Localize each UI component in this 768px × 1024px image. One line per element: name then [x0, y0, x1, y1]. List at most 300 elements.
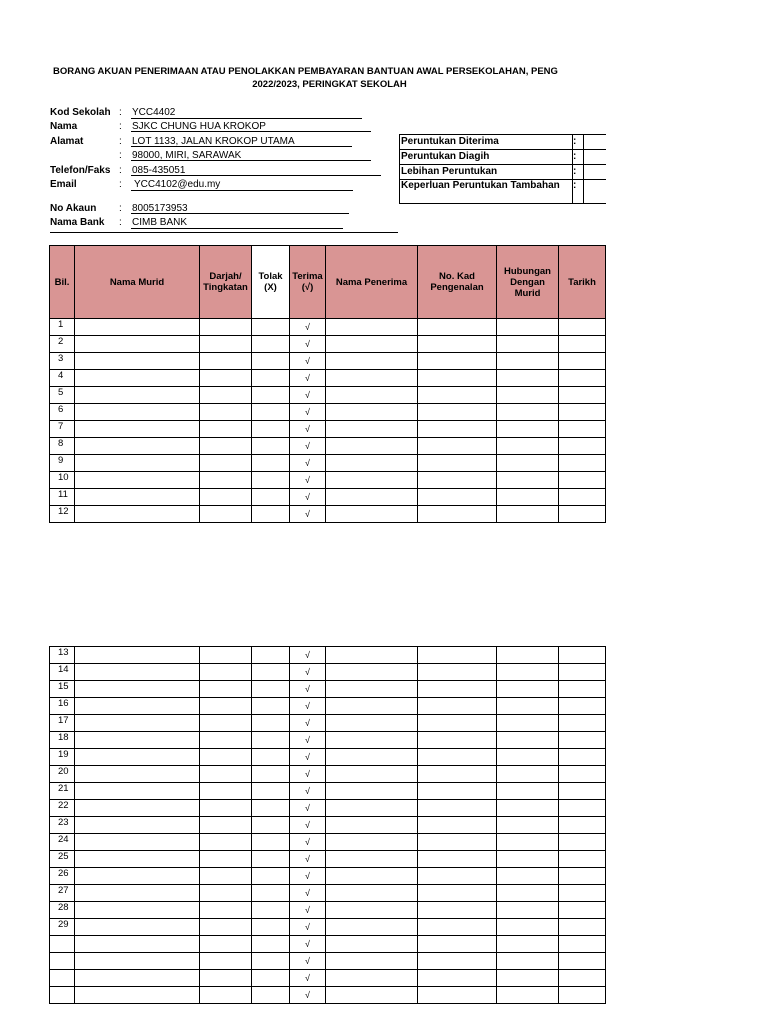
table-cell[interactable] [559, 817, 606, 834]
allocation-row [400, 165, 609, 180]
table-cell[interactable] [326, 489, 418, 506]
table-cell[interactable] [252, 387, 290, 404]
table-cell[interactable] [497, 506, 559, 523]
table-cell[interactable] [326, 885, 418, 902]
terima-check[interactable]: √ [290, 783, 326, 800]
terima-check[interactable]: √ [290, 421, 326, 438]
table-cell[interactable] [200, 506, 252, 523]
table-cell[interactable] [252, 421, 290, 438]
table-cell[interactable] [252, 647, 290, 664]
terima-check[interactable]: √ [290, 455, 326, 472]
table-cell[interactable] [200, 489, 252, 506]
email-value: YCC4102@edu.my [134, 179, 221, 190]
terima-check[interactable]: √ [290, 749, 326, 766]
table-cell[interactable] [559, 472, 606, 489]
table-cell[interactable] [326, 953, 418, 970]
table-cell[interactable] [418, 698, 497, 715]
table-cell[interactable] [200, 404, 252, 421]
table-cell[interactable] [418, 936, 497, 953]
table-cell[interactable] [326, 698, 418, 715]
table-cell[interactable] [252, 817, 290, 834]
table-cell[interactable] [252, 919, 290, 936]
table-cell[interactable] [559, 404, 606, 421]
table-cell[interactable] [75, 455, 200, 472]
table-cell[interactable] [559, 868, 606, 885]
table-cell[interactable] [75, 749, 200, 766]
table-cell[interactable] [559, 953, 606, 970]
table-cell[interactable] [75, 370, 200, 387]
table-cell[interactable] [497, 749, 559, 766]
table-cell[interactable] [252, 885, 290, 902]
table-cell[interactable] [326, 783, 418, 800]
table-cell[interactable] [497, 902, 559, 919]
table-cell[interactable] [497, 370, 559, 387]
telefon-value: 085-435051 [132, 165, 186, 176]
table-cell[interactable] [200, 421, 252, 438]
table-cell[interactable] [418, 353, 497, 370]
colon: : [573, 151, 577, 162]
table-cell[interactable] [252, 438, 290, 455]
header-hubungan: Hubungan Dengan Murid [497, 246, 559, 319]
table-cell[interactable] [200, 987, 252, 1004]
table-cell[interactable] [559, 800, 606, 817]
table-cell[interactable] [418, 336, 497, 353]
table-cell[interactable] [252, 834, 290, 851]
table-cell[interactable] [559, 370, 606, 387]
table-cell[interactable] [326, 455, 418, 472]
table-cell[interactable] [326, 970, 418, 987]
table-cell[interactable] [326, 681, 418, 698]
table-cell[interactable] [559, 438, 606, 455]
colon: : [119, 179, 122, 190]
terima-check[interactable]: √ [290, 987, 326, 1004]
table-cell[interactable] [559, 698, 606, 715]
table-cell[interactable] [559, 919, 606, 936]
row-number: 11 [50, 489, 75, 506]
table-cell[interactable] [200, 817, 252, 834]
table-cell[interactable] [75, 489, 200, 506]
table-cell[interactable] [559, 387, 606, 404]
table-cell[interactable] [75, 387, 200, 404]
table-cell[interactable] [326, 404, 418, 421]
table-cell[interactable] [75, 970, 200, 987]
table-cell[interactable] [559, 834, 606, 851]
table-cell[interactable] [418, 438, 497, 455]
table-cell[interactable] [200, 387, 252, 404]
table-cell[interactable] [418, 681, 497, 698]
terima-check[interactable]: √ [290, 851, 326, 868]
row-number: 4 [50, 370, 75, 387]
table-cell[interactable] [497, 715, 559, 732]
table-cell[interactable] [252, 851, 290, 868]
table-cell[interactable] [252, 370, 290, 387]
table-cell[interactable] [200, 851, 252, 868]
table-cell[interactable] [75, 647, 200, 664]
allocation-row [400, 179, 609, 193]
table-cell[interactable] [200, 455, 252, 472]
table-cell[interactable] [497, 800, 559, 817]
table-row [50, 953, 606, 970]
table-cell[interactable] [200, 336, 252, 353]
table-cell[interactable] [252, 749, 290, 766]
row-number: 6 [50, 404, 75, 421]
row-number: 2 [50, 336, 75, 353]
terima-check[interactable]: √ [290, 698, 326, 715]
table-cell[interactable] [418, 919, 497, 936]
table-cell[interactable] [418, 647, 497, 664]
telefon-label: Telefon/Faks [50, 165, 111, 176]
table-cell[interactable] [326, 851, 418, 868]
terima-check[interactable]: √ [290, 885, 326, 902]
table-cell[interactable] [75, 868, 200, 885]
terima-check[interactable]: √ [290, 404, 326, 421]
table-cell[interactable] [75, 681, 200, 698]
table-cell[interactable] [559, 749, 606, 766]
table-cell[interactable] [252, 353, 290, 370]
table-cell[interactable] [418, 817, 497, 834]
table-cell[interactable] [326, 987, 418, 1004]
terima-check[interactable]: √ [290, 681, 326, 698]
table-cell[interactable] [418, 783, 497, 800]
table-cell[interactable] [252, 766, 290, 783]
table-cell[interactable] [326, 438, 418, 455]
table-cell[interactable] [200, 953, 252, 970]
table-cell[interactable] [252, 953, 290, 970]
table-cell[interactable] [326, 472, 418, 489]
table-cell[interactable] [418, 489, 497, 506]
table-cell[interactable] [75, 766, 200, 783]
table-cell[interactable] [326, 319, 418, 336]
table-cell[interactable] [326, 647, 418, 664]
table-cell[interactable] [252, 970, 290, 987]
table-cell[interactable] [418, 421, 497, 438]
table-cell[interactable] [559, 987, 606, 1004]
table-row [50, 472, 606, 489]
table-cell[interactable] [75, 664, 200, 681]
row-number: 24 [50, 834, 75, 851]
table-cell[interactable] [418, 732, 497, 749]
table-cell[interactable] [75, 800, 200, 817]
table-cell[interactable] [75, 336, 200, 353]
table-cell[interactable] [559, 489, 606, 506]
table-cell[interactable] [200, 732, 252, 749]
table-cell[interactable] [200, 868, 252, 885]
table-cell[interactable] [418, 715, 497, 732]
table-cell[interactable] [559, 715, 606, 732]
terima-check[interactable]: √ [290, 387, 326, 404]
table-cell[interactable] [418, 472, 497, 489]
terima-check[interactable]: √ [290, 336, 326, 353]
table-cell[interactable] [326, 919, 418, 936]
table-cell[interactable] [418, 851, 497, 868]
table-cell[interactable] [497, 868, 559, 885]
terima-check[interactable]: √ [290, 489, 326, 506]
allocation-label: Keperluan Peruntukan Tambahan [401, 180, 560, 191]
table-cell[interactable] [252, 936, 290, 953]
table-cell[interactable] [559, 783, 606, 800]
table-cell[interactable] [497, 698, 559, 715]
table-cell[interactable] [200, 681, 252, 698]
table-cell[interactable] [252, 698, 290, 715]
table-cell[interactable] [200, 370, 252, 387]
table-cell[interactable] [200, 766, 252, 783]
terima-check[interactable]: √ [290, 936, 326, 953]
table-cell[interactable] [75, 919, 200, 936]
table-cell[interactable] [418, 664, 497, 681]
table-cell[interactable] [252, 987, 290, 1004]
form-title-line2: 2022/2023, PERINGKAT SEKOLAH [252, 79, 407, 90]
table-cell[interactable] [418, 370, 497, 387]
table-cell[interactable] [200, 664, 252, 681]
terima-check[interactable]: √ [290, 353, 326, 370]
table-cell[interactable] [326, 387, 418, 404]
table-cell[interactable] [497, 919, 559, 936]
underline [131, 118, 362, 119]
table-cell[interactable] [418, 749, 497, 766]
table-cell[interactable] [326, 336, 418, 353]
table-cell[interactable] [418, 953, 497, 970]
row-number: 5 [50, 387, 75, 404]
table-cell[interactable] [200, 800, 252, 817]
table-cell[interactable] [559, 647, 606, 664]
table-cell[interactable] [252, 868, 290, 885]
table-cell[interactable] [418, 987, 497, 1004]
table-cell[interactable] [200, 319, 252, 336]
table-cell[interactable] [497, 489, 559, 506]
alamat-value-2: 98000, MIRI, SARAWAK [132, 150, 242, 161]
table-cell[interactable] [326, 817, 418, 834]
table-cell[interactable] [418, 868, 497, 885]
table-cell[interactable] [497, 353, 559, 370]
table-cell[interactable] [200, 647, 252, 664]
row-number [50, 970, 75, 987]
table-cell[interactable] [497, 319, 559, 336]
table-cell[interactable] [252, 336, 290, 353]
underline [131, 160, 371, 161]
table-cell[interactable] [559, 970, 606, 987]
table-cell[interactable] [418, 387, 497, 404]
table-cell[interactable] [200, 472, 252, 489]
table-cell[interactable] [559, 664, 606, 681]
terima-check[interactable]: √ [290, 902, 326, 919]
student-table-1 [49, 245, 606, 523]
table-cell[interactable] [252, 404, 290, 421]
table-cell[interactable] [326, 766, 418, 783]
terima-check[interactable]: √ [290, 506, 326, 523]
table-cell[interactable] [252, 472, 290, 489]
table-cell[interactable] [326, 421, 418, 438]
table-cell[interactable] [326, 800, 418, 817]
table-cell[interactable] [75, 851, 200, 868]
table-cell[interactable] [497, 766, 559, 783]
table-cell[interactable] [252, 783, 290, 800]
table-cell[interactable] [418, 885, 497, 902]
table-row [50, 970, 606, 987]
table-cell[interactable] [497, 936, 559, 953]
table-cell[interactable] [75, 987, 200, 1004]
table-cell[interactable] [326, 506, 418, 523]
terima-check[interactable]: √ [290, 319, 326, 336]
row-number: 16 [50, 698, 75, 715]
table-cell[interactable] [252, 455, 290, 472]
table-cell[interactable] [252, 489, 290, 506]
table-cell[interactable] [252, 319, 290, 336]
terima-check[interactable]: √ [290, 472, 326, 489]
table-cell[interactable] [200, 749, 252, 766]
row-number: 9 [50, 455, 75, 472]
table-cell[interactable] [200, 834, 252, 851]
divider [572, 135, 573, 203]
table-cell[interactable] [200, 698, 252, 715]
table-cell[interactable] [559, 421, 606, 438]
terima-check[interactable]: √ [290, 664, 326, 681]
table-cell[interactable] [75, 715, 200, 732]
table-cell[interactable] [326, 834, 418, 851]
table-cell[interactable] [75, 834, 200, 851]
table-cell[interactable] [200, 783, 252, 800]
table-cell[interactable] [559, 766, 606, 783]
table-cell[interactable] [497, 732, 559, 749]
table-cell[interactable] [252, 664, 290, 681]
table-cell[interactable] [497, 438, 559, 455]
table-cell[interactable] [497, 664, 559, 681]
terima-check[interactable]: √ [290, 970, 326, 987]
table-cell[interactable] [497, 885, 559, 902]
table-cell[interactable] [252, 506, 290, 523]
table-cell[interactable] [326, 664, 418, 681]
table-cell[interactable] [418, 319, 497, 336]
table-cell[interactable] [326, 353, 418, 370]
row-number: 17 [50, 715, 75, 732]
table-cell[interactable] [75, 319, 200, 336]
table-cell[interactable] [559, 336, 606, 353]
table-cell[interactable] [75, 936, 200, 953]
table-cell[interactable] [559, 902, 606, 919]
table-cell[interactable] [418, 506, 497, 523]
table-cell[interactable] [326, 936, 418, 953]
table-cell[interactable] [326, 732, 418, 749]
terima-check[interactable]: √ [290, 732, 326, 749]
terima-check[interactable]: √ [290, 834, 326, 851]
table-cell[interactable] [75, 817, 200, 834]
table-cell[interactable] [497, 970, 559, 987]
table-cell[interactable] [326, 715, 418, 732]
table-cell[interactable] [559, 885, 606, 902]
table-cell[interactable] [200, 902, 252, 919]
table-cell[interactable] [418, 834, 497, 851]
table-cell[interactable] [75, 472, 200, 489]
table-cell[interactable] [559, 455, 606, 472]
table-cell[interactable] [559, 851, 606, 868]
table-cell[interactable] [326, 868, 418, 885]
table-cell[interactable] [497, 783, 559, 800]
table-cell[interactable] [497, 987, 559, 1004]
table-cell[interactable] [497, 647, 559, 664]
table-cell[interactable] [418, 970, 497, 987]
table-cell[interactable] [497, 851, 559, 868]
terima-check[interactable]: √ [290, 919, 326, 936]
table-cell[interactable] [252, 800, 290, 817]
table-cell[interactable] [75, 506, 200, 523]
table-cell[interactable] [497, 817, 559, 834]
table-cell[interactable] [326, 902, 418, 919]
table-cell[interactable] [75, 953, 200, 970]
terima-check[interactable]: √ [290, 800, 326, 817]
table-cell[interactable] [252, 902, 290, 919]
table-cell[interactable] [497, 953, 559, 970]
table-row [50, 885, 606, 902]
table-cell[interactable] [200, 438, 252, 455]
colon: : [119, 121, 122, 132]
terima-check[interactable]: √ [290, 766, 326, 783]
allocation-row [400, 150, 609, 165]
table-cell[interactable] [200, 715, 252, 732]
table-cell[interactable] [200, 936, 252, 953]
table-cell[interactable] [497, 404, 559, 421]
table-cell[interactable] [497, 336, 559, 353]
table-cell[interactable] [497, 472, 559, 489]
table-cell[interactable] [497, 834, 559, 851]
table-cell[interactable] [200, 353, 252, 370]
table-cell[interactable] [200, 919, 252, 936]
table-cell[interactable] [252, 715, 290, 732]
table-cell[interactable] [559, 681, 606, 698]
table-cell[interactable] [75, 698, 200, 715]
table-cell[interactable] [497, 387, 559, 404]
table-cell[interactable] [75, 438, 200, 455]
table-cell[interactable] [326, 749, 418, 766]
terima-check[interactable]: √ [290, 370, 326, 387]
table-cell[interactable] [75, 885, 200, 902]
table-cell[interactable] [75, 421, 200, 438]
table-cell[interactable] [559, 936, 606, 953]
table-cell[interactable] [418, 766, 497, 783]
terima-check[interactable]: √ [290, 715, 326, 732]
header-darjah: Darjah/ Tingkatan [200, 246, 252, 319]
table-cell[interactable] [75, 353, 200, 370]
terima-check[interactable]: √ [290, 953, 326, 970]
terima-check[interactable]: √ [290, 868, 326, 885]
table-cell[interactable] [326, 370, 418, 387]
table-cell[interactable] [497, 421, 559, 438]
terima-check[interactable]: √ [290, 438, 326, 455]
table-cell[interactable] [75, 783, 200, 800]
table-cell[interactable] [75, 732, 200, 749]
table-cell[interactable] [559, 506, 606, 523]
bank-value: CIMB BANK [132, 217, 188, 228]
terima-check[interactable]: √ [290, 647, 326, 664]
table-cell[interactable] [252, 732, 290, 749]
table-cell[interactable] [559, 319, 606, 336]
table-cell[interactable] [559, 732, 606, 749]
table-cell[interactable] [497, 681, 559, 698]
table-cell[interactable] [418, 800, 497, 817]
table-cell[interactable] [200, 970, 252, 987]
table-cell[interactable] [418, 902, 497, 919]
table-cell[interactable] [75, 902, 200, 919]
row-number: 19 [50, 749, 75, 766]
table-cell[interactable] [418, 455, 497, 472]
terima-check[interactable]: √ [290, 817, 326, 834]
table-cell[interactable] [252, 681, 290, 698]
table-cell[interactable] [497, 455, 559, 472]
nama-label: Nama [50, 121, 78, 132]
table-cell[interactable] [200, 885, 252, 902]
table-cell[interactable] [559, 353, 606, 370]
table-cell[interactable] [75, 404, 200, 421]
table-row [50, 438, 606, 455]
table-cell[interactable] [418, 404, 497, 421]
